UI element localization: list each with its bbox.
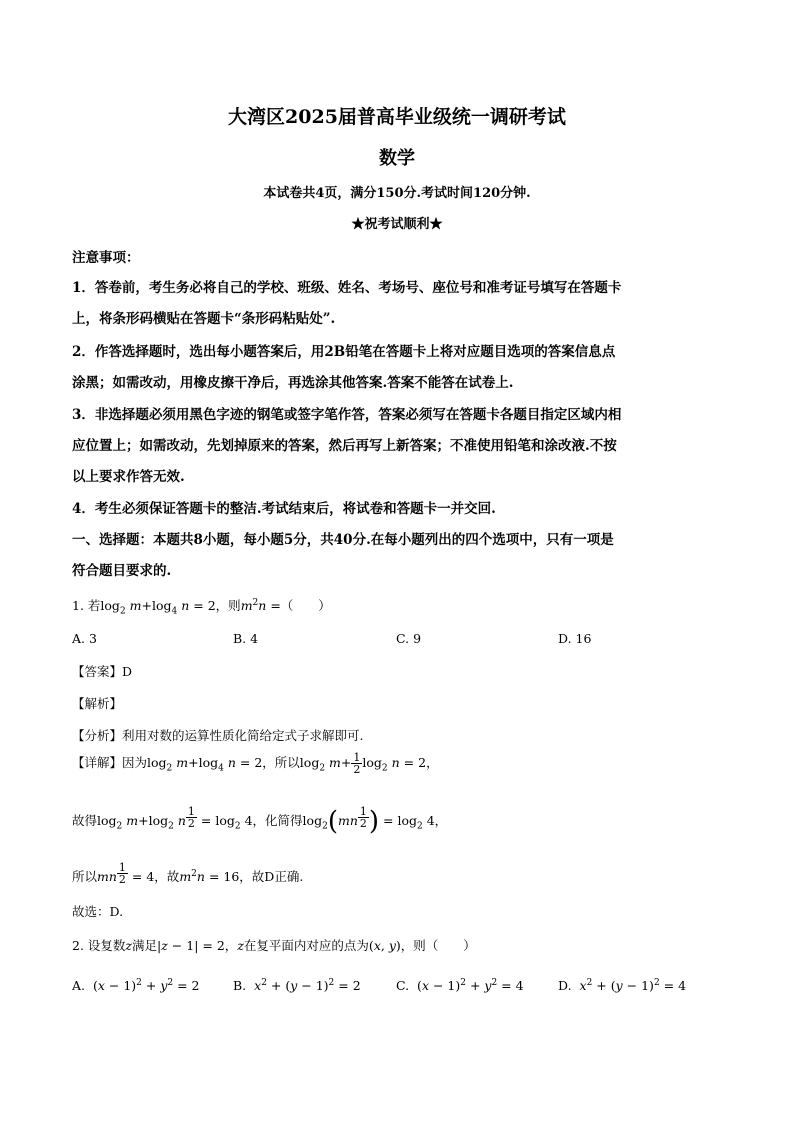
q1-option-b: B. 4: [233, 631, 259, 646]
q2-option-c: C. $(x - 1)^2 + y^2 = 4$: [396, 978, 524, 994]
q2-stem: 2. 设复数z满足|z − 1| = 2，z在复平面内对应的点为(x, y)，则（ ）: [72, 938, 476, 953]
section1-line-1: 一、选择题：本题共8小题，每小题5分，共40分.在每小题列出的四个选项中，只有一项是: [72, 532, 614, 548]
q1-option-a: A. 3: [72, 631, 97, 646]
notes-line-6: 应位置上；如需改动，先划掉原来的答案，然后再写上新答案；不准使用铅笔和涂改液.不按: [72, 438, 617, 454]
q1-formula: $\log_2 m+\log_4$ n = 2: [100, 598, 216, 617]
q1-detail-1: 【详解】因为$\log_2 m+\log_4$ n = 2，所以$\log_2 m+$ $\frac{1}{2}$ $\log_2 n = 2$，: [72, 751, 439, 776]
notes-line-5: 3．非选择题必须用黑色字迹的钢笔或签字笔作答，答案必须写在答题卡各题目指定区域内相: [72, 407, 622, 423]
q2-option-a: A. $(x - 1)^2 + y^2 = 2$: [72, 978, 200, 994]
exam-info: 本试卷共4页，满分150分.考试时间120分钟.: [263, 186, 531, 201]
exam-subject: 数学: [379, 148, 415, 169]
q1-detail-2: 故得$\log_2 m+\log_2$ n $^{\frac{1}{2}}$ = $\log_2 4$，化简得$\log_2(mn$ $^{\frac{1}{2}}$ ) = $\log_2 4$，: [72, 805, 448, 837]
notes-line-1: 1．答卷前，考生务必将自己的学校、班级、姓名、考场号、座位号和准考证号填写在答题卡: [72, 280, 622, 296]
exam-wish: ★祝考试顺利★: [351, 217, 443, 232]
q1-detail-3: 所以mn $^{\frac{1}{2}}$ = 4，故$m^2n = 16$，故D正确.: [72, 861, 304, 886]
q1-option-d: D. 16: [558, 631, 592, 646]
q1-analysis-label: 【解析】: [72, 696, 123, 711]
notes-line-2: 上，将条形码横贴在答题卡“条形码粘贴处”.: [72, 311, 336, 327]
notes-heading: 注意事项：: [72, 250, 140, 266]
q2-option-d: D. $x^2 + (y - 1)^2 = 4$: [558, 978, 687, 994]
notes-line-7: 以上要求作答无效.: [72, 469, 185, 485]
q1-stem: 1. 若$\log_2 m+\log_4$ n = 2，则$m^2n$ =（ ）: [72, 597, 331, 617]
notes-line-8: 4．考生必须保证答题卡的整洁.考试结束后，将试卷和答题卡一并交回.: [72, 501, 496, 517]
section1-line-2: 符合题目要求的.: [72, 563, 172, 579]
q1-analysis: 【分析】利用对数的运算性质化简给定式子求解即可.: [72, 728, 364, 743]
notes-line-3: 2．作答选择题时，选出每小题答案后，用2B铅笔在答题卡上将对应题目选项的答案信息点: [72, 344, 616, 360]
exam-title: 大湾区2025届普高毕业级统一调研考试: [228, 106, 566, 128]
q1-answer: 【答案】D: [72, 664, 133, 679]
q2-option-b: B. $x^2 + (y - 1)^2 = 2$: [233, 978, 361, 994]
q1-conclusion: 故选：D.: [72, 904, 124, 919]
notes-line-4: 涂黑；如需改动，用橡皮擦干净后，再选涂其他答案.答案不能答在试卷上.: [72, 375, 514, 391]
q1-option-c: C. 9: [396, 631, 422, 646]
